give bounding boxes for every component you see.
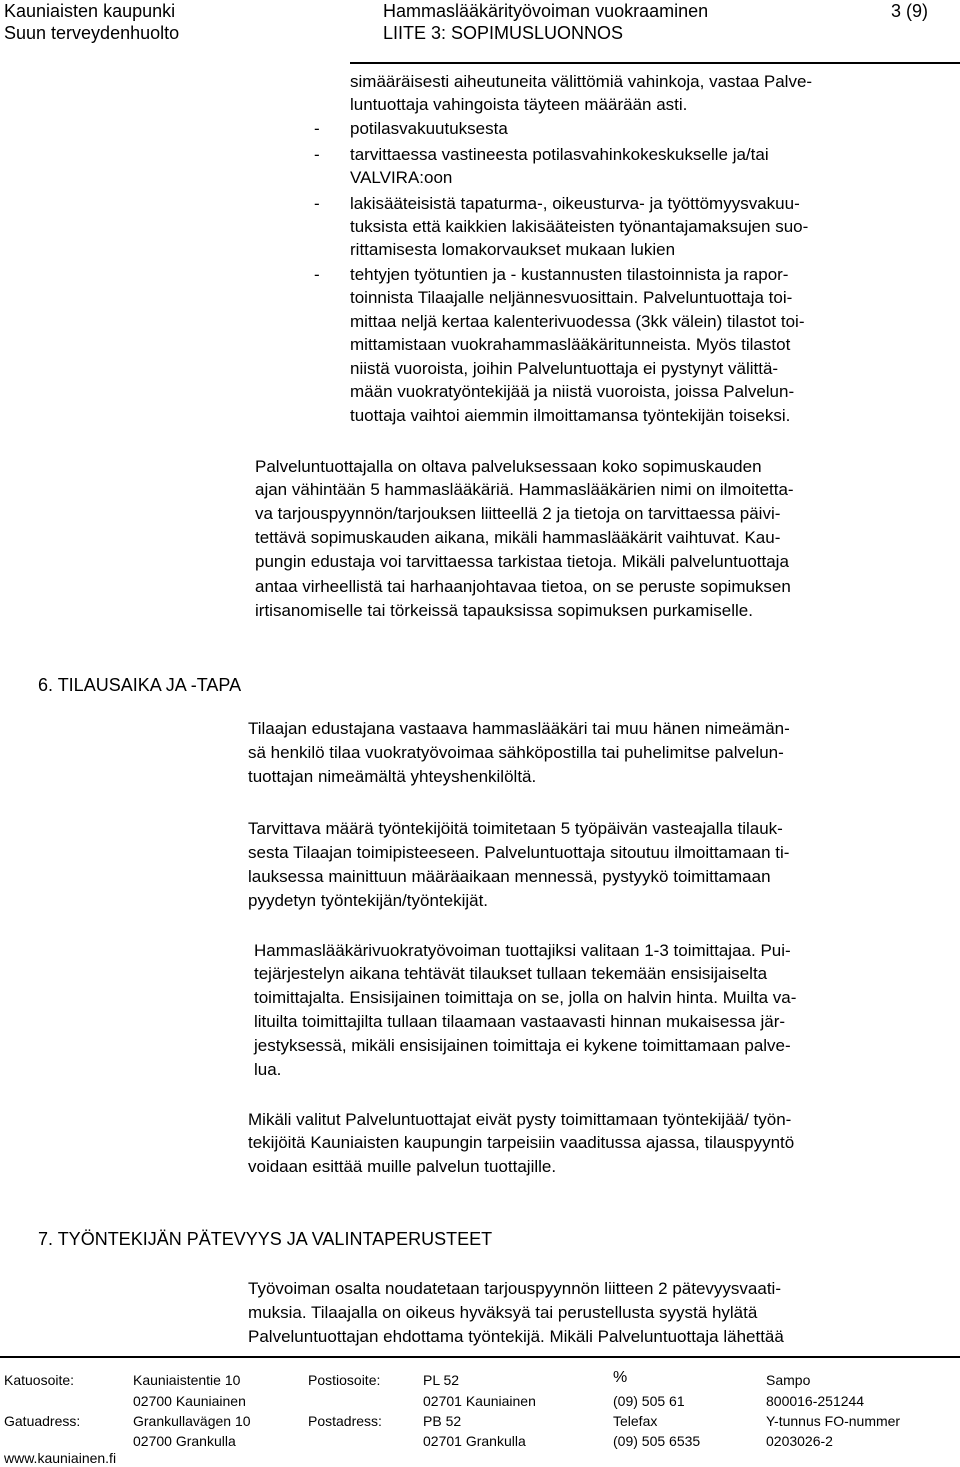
header-rule <box>350 62 960 64</box>
paragraph-line: lua. <box>254 1060 282 1079</box>
footer-postal-box: PL 52 <box>423 1372 460 1388</box>
footer-bank: Sampo <box>766 1372 811 1388</box>
paragraph-line: muksia. Tilaajalla on oikeus hyväksyä tai perustellusta syystä hylätä <box>248 1303 758 1322</box>
bullet-dash: - <box>314 145 320 164</box>
paragraph-line: pungin edustaja voi tarvittaessa tarkistaa tietoja. Mikäli palveluntuottaja <box>255 552 789 571</box>
footer-label-gatuadress: Gatuadress: <box>4 1413 81 1429</box>
bullet-dash: - <box>314 194 320 213</box>
paragraph-line: ajan vähintään 5 hammaslääkäriä. Hammaslääkärien nimi on ilmoitetta- <box>255 480 794 499</box>
footer-label-postadress: Postadress: <box>308 1413 382 1429</box>
paragraph-line: sesta Tilaajan toimipisteeseen. Palveluntuottaja sitoutuu ilmoittamaan ti- <box>248 843 790 862</box>
bullet-line: mittamistaan vuokrahammaslääkäritunneista. Myös tilastot <box>350 335 791 354</box>
footer-street-city: 02700 Kauniainen <box>133 1393 246 1409</box>
footer-label-street: Katuosoite: <box>4 1372 75 1388</box>
bullet-line: potilasvakuutuksesta <box>350 119 508 138</box>
bullet-line: mään vuokratyöntekijää ja niistä vuoroista, joissa Palvelun- <box>350 382 795 401</box>
paragraph-line: tuottajan nimeämältä yhteyshenkilöltä. <box>248 767 537 786</box>
paragraph-line: pyydetyn työntekijän/työntekijät. <box>248 891 489 910</box>
bullet-line: tuottaja vaihtoi aiemmin ilmoittamansa työntekijän toiseksi. <box>350 406 791 425</box>
paragraph-line: Palveluntuottajan ehdottama työntekijä. Mikäli Palveluntuottaja lähettää <box>248 1327 784 1346</box>
bullet-line: niistä vuoroista, joihin Palveluntuottaja ei pystynyt välittä- <box>350 359 779 378</box>
footer-rule <box>0 1356 960 1358</box>
footer-postadress-city: 02701 Grankulla <box>423 1433 526 1449</box>
bullet-line: lakisääteisistä tapaturma-, oikeusturva- ja työttömyysvakuu- <box>350 194 800 213</box>
bullet-line: mittaa neljä kertaa kalenterivuodessa (3kk välein) tilastot toi- <box>350 312 805 331</box>
paragraph-line: tekijöitä Kauniaisten kaupungin tarpeisiin vaaditussa ajassa, tilauspyyntö <box>248 1133 795 1152</box>
header-department: Suun terveydenhuolto <box>4 23 180 43</box>
footer-postal-city: 02701 Kauniainen <box>423 1393 536 1409</box>
footer-bank-account: 800016-251244 <box>766 1393 865 1409</box>
bullet-dash: - <box>314 265 320 284</box>
section-6-heading: 6. TILAUSAIKA JA -TAPA <box>38 675 242 695</box>
footer-label-postal: Postiosoite: <box>308 1372 381 1388</box>
footer-label-telefax: Telefax <box>613 1413 658 1429</box>
paragraph-line: tejärjestelyn aikana tehtävät tilaukset tullaan tekemään ensisijaiselta <box>254 964 768 983</box>
paragraph-line: toimittajalta. Ensisijainen toimittaja on se, jolla on halvin hinta. Muilta va- <box>254 988 797 1007</box>
bullet-dash: - <box>314 119 320 138</box>
paragraph-line: Mikäli valitut Palveluntuottajat eivät pysty toimittamaan työntekijää/ työn- <box>248 1110 792 1129</box>
section-7-heading: 7. TYÖNTEKIJÄN PÄTEVYYS JA VALINTAPERUSTEET <box>38 1229 493 1249</box>
footer-gatuadress-city: 02700 Grankulla <box>133 1433 236 1449</box>
bullet-line: VALVIRA:oon <box>350 168 453 187</box>
paragraph-line: Työvoiman osalta noudatetaan tarjouspyynnön liitteen 2 pätevyysvaati- <box>248 1279 781 1298</box>
paragraph-line: Tilaajan edustajana vastaava hammaslääkäri tai muu hänen nimeämän- <box>248 719 790 738</box>
footer-business-id: 0203026-2 <box>766 1433 833 1449</box>
paragraph-line: lauksessa mainittuun määräaikaan mennessä, pystyykö toimittamaan <box>248 867 771 886</box>
paragraph-line: voidaan esittää muille palvelun tuottajille. <box>248 1157 557 1176</box>
paragraph-line: Tarvittava määrä työntekijöitä toimitetaan 5 työpäivän vasteajalla tilauk- <box>248 819 783 838</box>
footer-street-address: Kauniaistentie 10 <box>133 1372 241 1388</box>
footer-postadress: PB 52 <box>423 1413 462 1429</box>
paragraph-line: Hammaslääkärivuokratyövoiman tuottajiksi valitaan 1-3 toimittajaa. Pui- <box>254 941 791 960</box>
bullet-line: tarvittaessa vastineesta potilasvahinkokeskukselle ja/tai <box>350 145 769 164</box>
footer-label-business-id: Y-tunnus FO-nummer <box>766 1413 901 1429</box>
paragraph-line: antaa virheellistä tai harhaanjohtavaa tietoa, on se peruste sopimuksen <box>255 577 791 596</box>
header-document-title: Hammaslääkärityövoiman vuokraaminen <box>383 1 709 21</box>
footer-website-link[interactable]: www.kauniainen.fi <box>4 1450 117 1466</box>
phone-symbol: % <box>613 1369 628 1386</box>
paragraph-line: tettävä sopimuskauden aikana, mikäli hammaslääkärit vaihtuvat. Kau- <box>255 528 781 547</box>
header-appendix: LIITE 3: SOPIMUSLUONNOS <box>383 23 624 43</box>
bullet-line: tehtyjen työtuntien ja - kustannusten tilastoinnista ja rapor- <box>350 265 789 284</box>
continuation-line: simääräisesti aiheutuneita välittömiä vahinkoja, vastaa Palve- <box>350 72 813 91</box>
paragraph-line: va tarjouspyynnön/tarjouksen liitteellä 2 ja tietoja on tarvittaessa päivi- <box>255 504 781 523</box>
paragraph-line: jestyksessä, mikäli ensisijainen toimittaja ei kykene toimittamaan palve- <box>254 1036 791 1055</box>
footer-phone: (09) 505 61 <box>613 1393 685 1409</box>
continuation-line: luntuottaja vahingoista täyteen määrään asti. <box>350 95 688 114</box>
paragraph-line: lituilta toimittajilta tullaan tilaamaan vastaavasti hinnan mukaisessa jär- <box>254 1012 786 1031</box>
footer-gatuadress: Grankullavägen 10 <box>133 1413 251 1429</box>
paragraph-line: irtisanomiselle tai törkeissä tapauksissa sopimuksen purkamiselle. <box>255 601 753 620</box>
footer-telefax: (09) 505 6535 <box>613 1433 701 1449</box>
bullet-line: rittamisesta lomakorvaukset mukaan lukien <box>350 240 676 259</box>
bullet-line: toinnista Tilaajalle neljännesvuosittain. Palveluntuottaja toi- <box>350 288 793 307</box>
header-org: Kauniaisten kaupunki <box>4 1 176 21</box>
bullet-line: tuksista että kaikkien lakisääteisten työnantajamaksujen suo- <box>350 217 809 236</box>
paragraph-line: Palveluntuottajalla on oltava palveluksessaan koko sopimuskauden <box>255 457 762 476</box>
header-page-number: 3 (9) <box>891 1 929 21</box>
paragraph-line: sä henkilö tilaa vuokratyövoimaa sähköpostilla tai puhelimitse palvelun- <box>248 743 784 762</box>
